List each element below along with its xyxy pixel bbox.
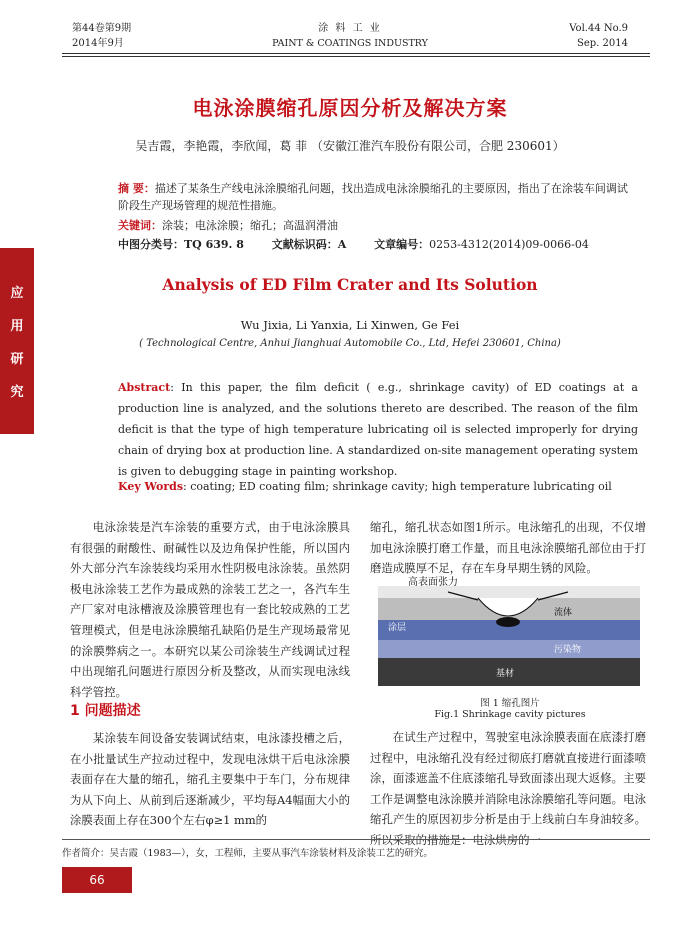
side-tab-char-2: 用 — [10, 319, 24, 334]
article-label: 文章编号： — [374, 238, 430, 251]
clc-value: TQ 639. 8 — [184, 238, 244, 251]
paragraph-problem: 某涂装车间设备安装调试结束，电泳漆投槽之后，在小批量试生产拉动过程中，发现电泳烘干后电泳涂膜表面存在大量的缩孔，缩孔主要集中于车门，分布规律为从下向上、从前到后逐渐减少，平均每A4幅面大小的涂膜表面上存在300个左右φ≥1 mm的 — [70, 731, 350, 828]
article-title-en: Analysis of ED Film Crater and Its Solution — [162, 275, 538, 294]
journal-date-en: Sep. 2014 — [577, 38, 628, 49]
label-fluid: 流体 — [554, 608, 573, 618]
keywords-en-label: Key Words — [118, 480, 184, 493]
author-footnote: 作者简介：吴吉霞（1983—），女，工程师，主要从事汽车涂装材料及涂装工艺的研究。 — [62, 848, 433, 859]
keywords-cn-label: 关键词： — [118, 219, 162, 232]
header-rule — [62, 53, 650, 54]
side-tab-char-1: 应 — [10, 286, 24, 301]
abstract-cn-text: 描述了某条生产线电泳涂膜缩孔问题，找出造成电泳涂膜缩孔的主要原因，指出了在涂装车间调试阶段生产现场管理的规范性措施。 — [118, 182, 628, 212]
label-substrate: 基材 — [496, 669, 515, 679]
abstract-cn — [118, 180, 638, 214]
figure-caption-cn: 图 1 缩孔图片 — [480, 698, 540, 709]
page-number: 66 — [62, 867, 132, 893]
figure-caption-en: Fig.1 Shrinkage cavity pictures — [434, 709, 586, 720]
doc-value: A — [337, 238, 347, 251]
abstract-en-text: : In this paper, the film deficit ( e.g., shrinkage cavity) of ED coatings at a production line is analyzed, and the solutions thereto are described. The reason of the film deficit is that the type of high temperature lubricating oil is selected improperly for drying chain of drying box at production line. A standardized on-site management operating system is given to debugging stage in painting workshop. — [118, 381, 638, 478]
article-title-cn: 电泳涂膜缩孔原因分析及解决方案 — [192, 96, 508, 120]
label-tension: 高表面张力 — [408, 577, 458, 588]
side-tab-char-4: 究 — [10, 385, 24, 400]
label-coating: 涂层 — [388, 623, 407, 633]
journal-name-en: PAINT & COATINGS INDUSTRY — [272, 38, 428, 49]
section-heading-1: 1 问题描述 — [70, 703, 141, 719]
classification-line — [118, 236, 638, 253]
journal-name-cn: 涂 料 工 业 — [318, 23, 382, 34]
paragraph-continued: 缩孔，缩孔状态如图1所示。电泳缩孔的出现，不仅增加电泳涂膜打磨工作量，而且电泳涂膜缩孔部位由于打磨造成膜厚不足，存在车身早期生锈的风险。 — [370, 520, 646, 576]
journal-volume: 第44卷第9期 — [72, 23, 132, 34]
label-contaminant: 污染物 — [554, 645, 582, 655]
body-right-top — [370, 517, 646, 579]
abstract-en — [118, 377, 638, 482]
keywords-cn — [118, 217, 638, 234]
paragraph-intro: 电泳涂装是汽车涂装的重要方式，由于电泳涂膜具有很强的耐酸性、耐碱性以及边角保护性能，所以国内外大部分汽车涂装线均采用水性阴极电泳涂装。虽然阴极电泳涂装工艺作为最成熟的涂装工艺之一，各汽车生产厂家对电泳槽液及涂膜管理也有一套比较成熟的工艺管理模式，但是电泳涂膜缩孔缺陷仍是生产现场最常见的涂膜弊病之一。本研究以某公司涂装生产线调试过程中出现缩孔问题进行原因分析及整改，从而实现电泳线科学管控。 — [70, 520, 350, 699]
abstract-en-label: Abstract — [118, 381, 171, 394]
article-value: 0253-4312(2014)09-0066-04 — [429, 238, 589, 251]
doc-label: 文献标识码： — [271, 238, 338, 251]
side-tab-char-3: 研 — [10, 352, 24, 367]
abstract-cn-label: 摘 要： — [118, 182, 155, 195]
contaminant-layer — [378, 640, 640, 658]
shrinkage-cavity-diagram — [378, 586, 640, 686]
body-left-sec1 — [70, 728, 350, 831]
paragraph-trial: 在试生产过程中，驾驶室电泳涂膜表面在底漆打磨过程中，电泳缩孔没有经过彻底打磨就直接进行面漆喷涂，面漆遮盖不住底漆缩孔导致面漆出现大返修。主要工作是调整电泳涂膜并消除电泳涂膜缩孔等问题。电泳缩孔产生的原因初步分析是由于上线前白车身油较多。 — [370, 730, 646, 827]
body-left-intro — [70, 517, 350, 702]
keywords-en-text: : coating; ED coating film; shrinkage cavity; high temperature lubricating oil — [183, 480, 612, 493]
body-right-bottom — [370, 727, 646, 851]
authors-cn: 吴吉霞，李艳霞，李欣闻，葛 菲 （安徽江淮汽车股份有限公司，合肥 230601） — [135, 139, 565, 153]
clc-label: 中图分类号： — [118, 238, 184, 251]
footnote-rule — [62, 839, 650, 840]
affiliation-en: ( Technological Centre, Anhui Jianghuai Automobile Co., Ltd, Hefei 230601, China) — [139, 338, 561, 349]
journal-volume-en: Vol.44 No.9 — [569, 23, 628, 34]
keywords-cn-text: 涂装；电泳涂膜；缩孔；高温润滑油 — [162, 219, 338, 232]
authors-en: Wu Jixia, Li Yanxia, Li Xinwen, Ge Fei — [240, 318, 460, 332]
header-rule-2 — [62, 56, 650, 57]
journal-date: 2014年9月 — [72, 38, 124, 49]
keywords-en — [118, 480, 638, 493]
contaminant-droplet — [496, 617, 520, 627]
